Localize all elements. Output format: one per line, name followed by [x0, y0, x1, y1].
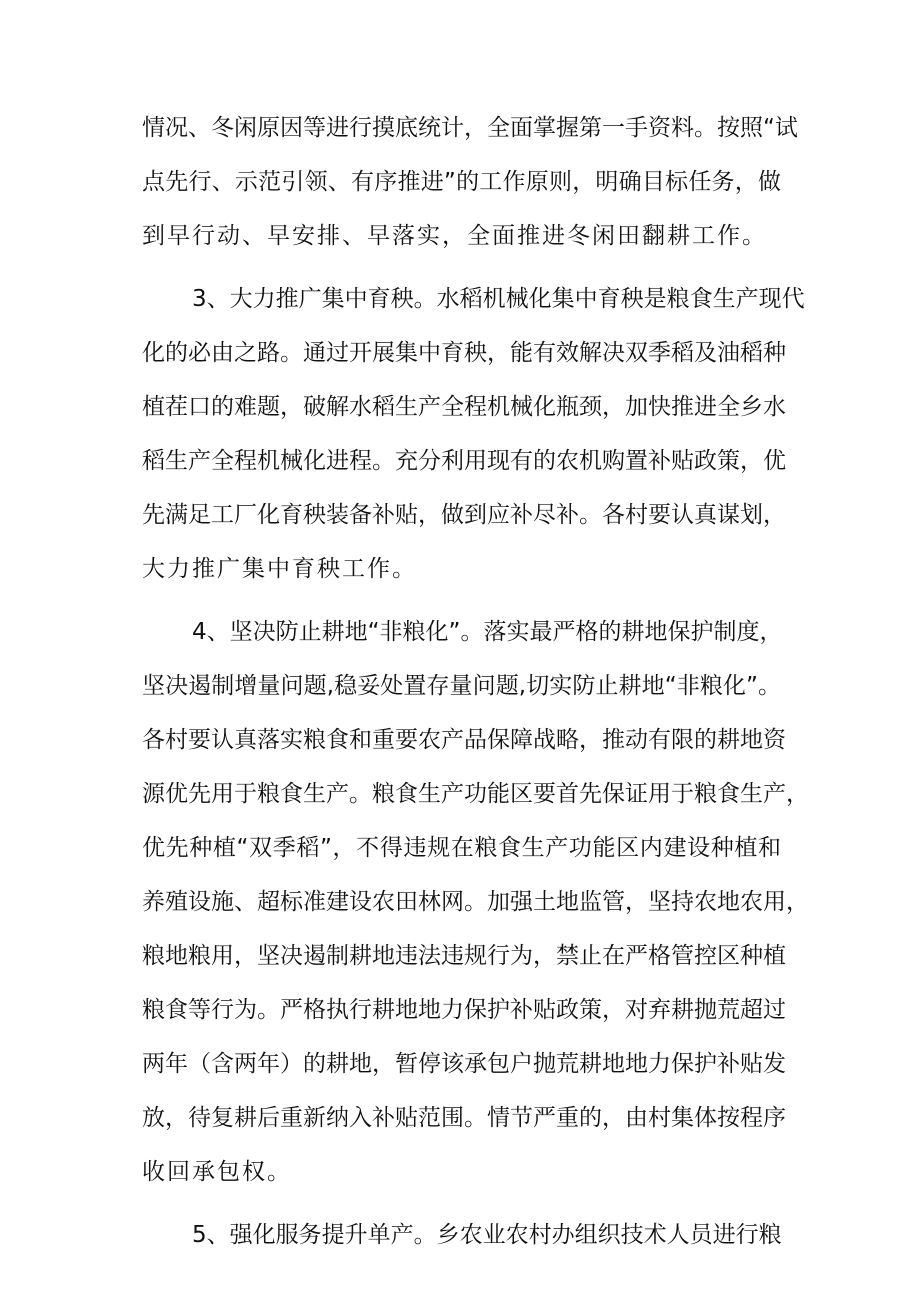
- paragraph-line: 源优先用于粮食生产。粮食生产功能区要首先保证用于粮食生产，: [142, 781, 809, 807]
- paragraph-line: 各村要认真落实粮食和重要农产品保障战略，推动有限的耕地资: [142, 727, 786, 753]
- paragraph-line: 先满足工厂化育秧装备补贴，做到应补尽补。各村要认真谋划，: [142, 502, 786, 528]
- paragraph-line: 粮地粮用，坚决遏制耕地违法违规行为，禁止在严格管控区种植: [142, 943, 786, 969]
- paragraph-line: 到早行动、早安排、早落实，全面推进冬闲田翻耕工作。: [142, 223, 767, 249]
- paragraph-line: 情况、冬闲原因等进行摸底统计，全面掌握第一手资料。按照“试: [142, 115, 798, 141]
- paragraph-line: 粮食等行为。严格执行耕地地力保护补贴政策，对弃耕抛荒超过: [142, 997, 786, 1023]
- paragraph-heading-line: 5、强化服务提升单产。乡农业农村办组织技术人员进行粮: [192, 1222, 782, 1248]
- paragraph-line: 收回承包权。: [142, 1159, 292, 1185]
- paragraph-line: 优先种植“双季稻”，不得违规在粮食生产功能区内建设种植和: [142, 835, 781, 861]
- paragraph-line: 化的必由之路。通过开展集中育秧，能有效解决双季稻及油稻种: [142, 340, 786, 366]
- paragraph-line: 放，待复耕后重新纳入补贴范围。情节严重的，由村集体按程序: [142, 1105, 786, 1131]
- paragraph-heading-line: 3、大力推广集中育秧。水稻机械化集中育秧是粮食生产现代: [192, 286, 805, 312]
- paragraph-line: 坚决遏制增量问题,稳妥处置存量问题,切实防止耕地“非粮化”。: [142, 673, 781, 699]
- paragraph-line: 大力推广集中育秧工作。: [142, 556, 417, 582]
- paragraph-line: 养殖设施、超标准建设农田林网。加强土地监管，坚持农地农用，: [142, 889, 809, 915]
- paragraph-line: 点先行、示范引领、有序推进”的工作原则，明确目标任务，做: [142, 169, 781, 195]
- paragraph-line: 稻生产全程机械化进程。充分利用现有的农机购置补贴政策，优: [142, 448, 786, 474]
- paragraph-line: 两年（含两年）的耕地，暂停该承包户抛荒耕地地力保护补贴发: [142, 1051, 786, 1077]
- paragraph-line: 植茬口的难题，破解水稻生产全程机械化瓶颈，加快推进全乡水: [142, 394, 786, 420]
- paragraph-heading-line: 4、坚决防止耕地“非粮化”。落实最严格的耕地保护制度，: [192, 619, 783, 645]
